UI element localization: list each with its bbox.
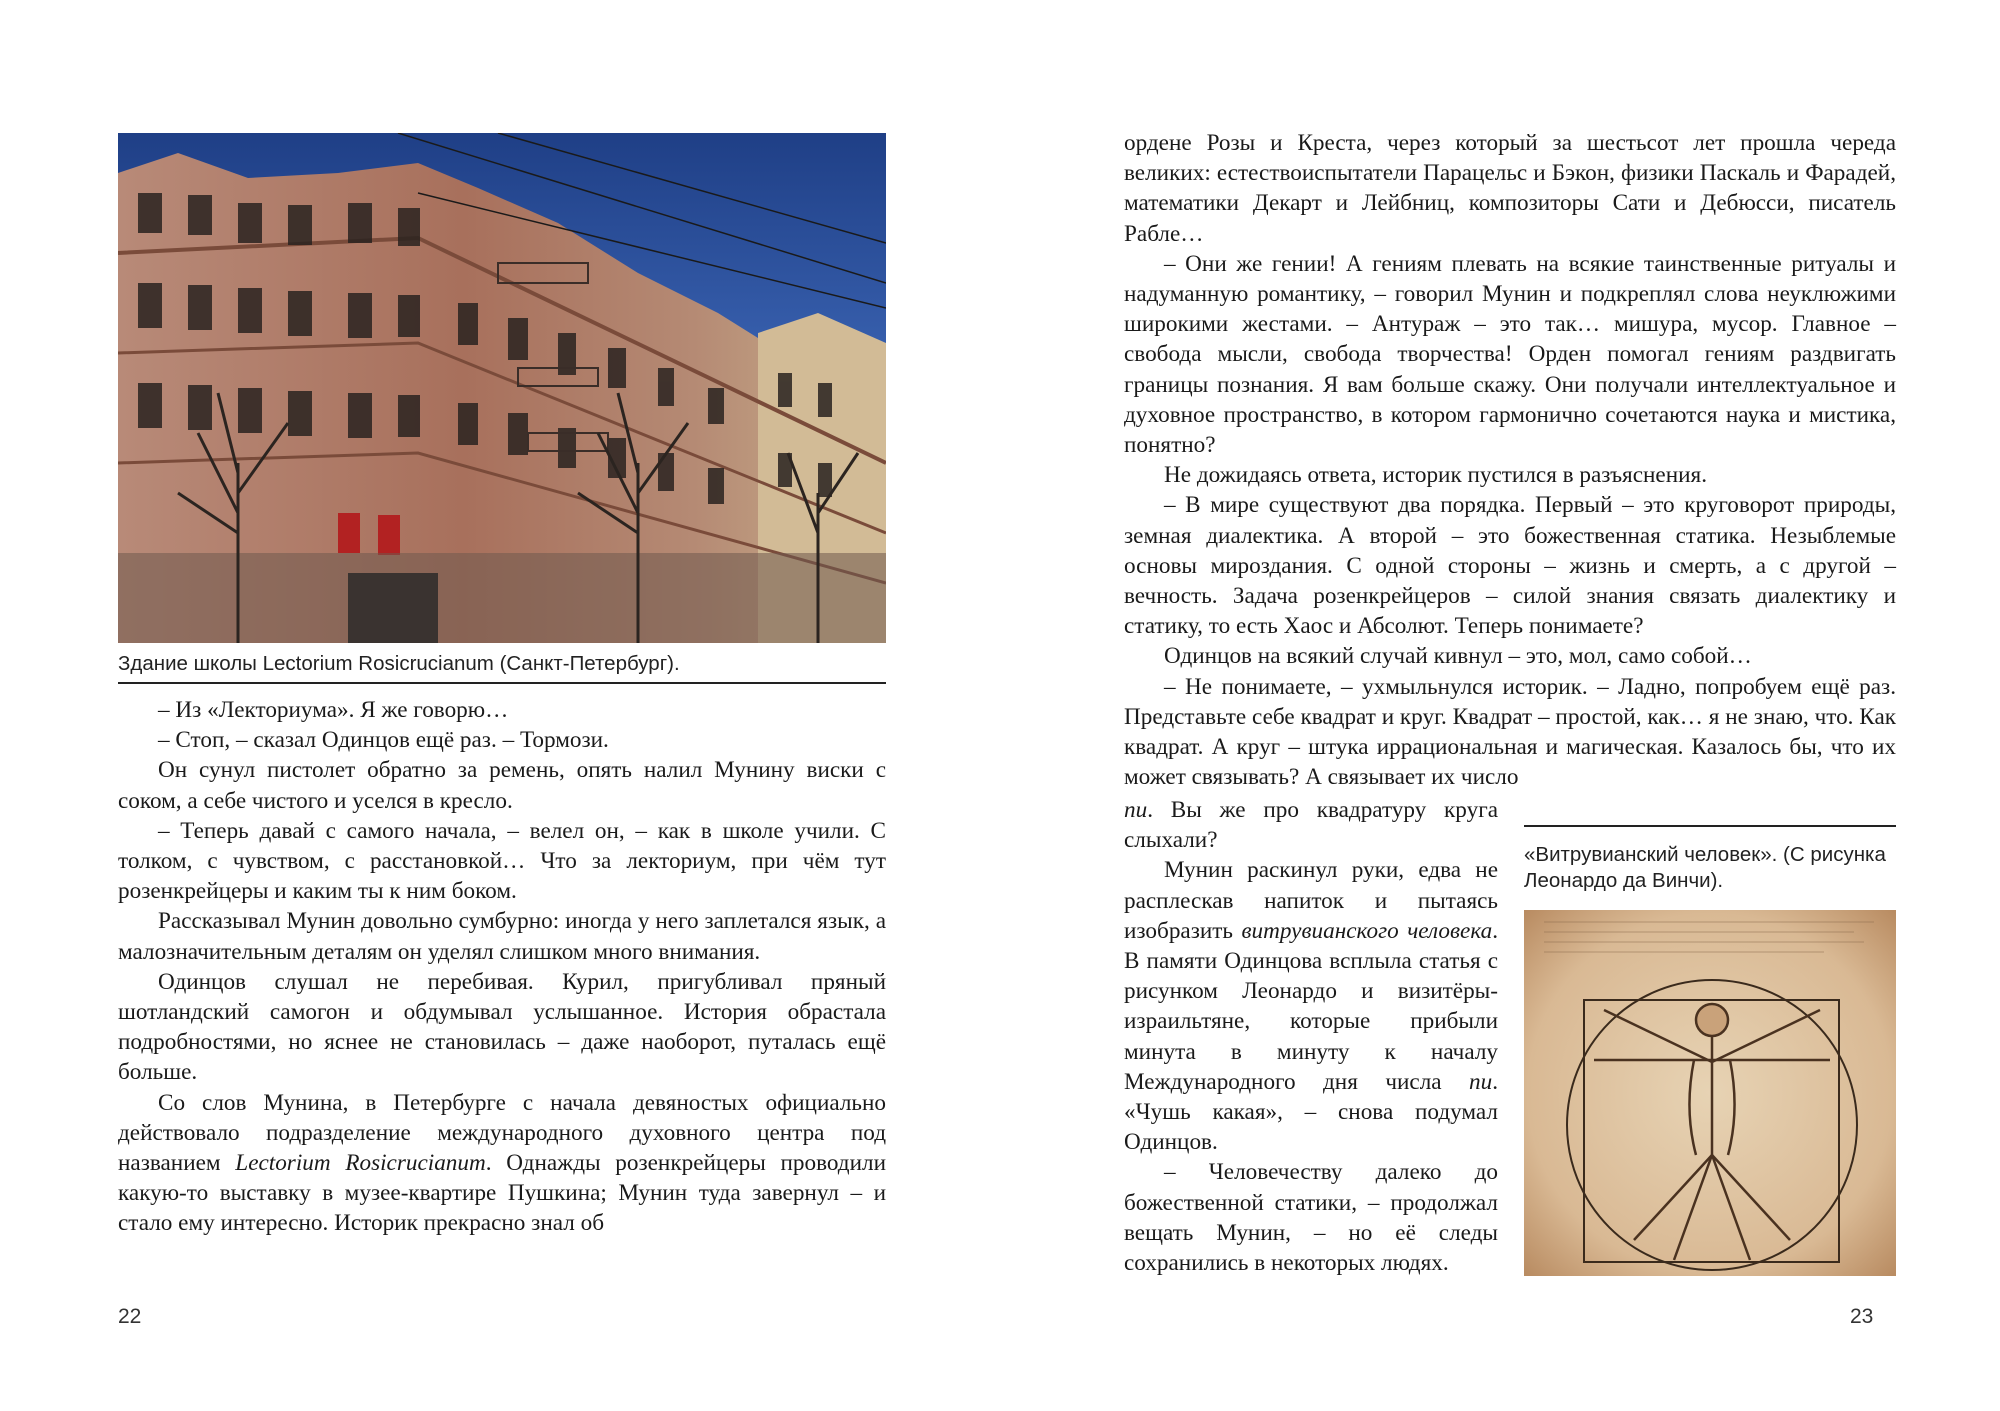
right-page bbox=[1000, 0, 2000, 1411]
page-number-left: 22 bbox=[118, 1305, 142, 1328]
vitruvian-man-image bbox=[1524, 910, 1896, 1276]
page-number-right: 23 bbox=[1850, 1305, 1874, 1328]
right-column-text bbox=[1124, 795, 1498, 1278]
paragraph: ордене Розы и Креста, через который за шестьсот лет прошла череда великих: естествоиспытатели Парацельс и Бэкон, физики Паскаль и Фарадей, математики Декарт и Лейбниц, композиторы Сати и Дебюсси, писатель Рабле… bbox=[1124, 130, 1896, 247]
paragraph: Он сунул пистолет обратно за ремень, опять налил Мунину виски с соком, а себе чистого и уселся в кресло. bbox=[118, 757, 886, 814]
paragraph: Не дожидаясь ответа, историк пустился в разъяснения. bbox=[1164, 462, 1707, 489]
paragraph: Одинцов на всякий случай кивнул – это, мол, само собой… bbox=[1164, 643, 1752, 670]
paragraph: – Человечеству далеко до божественной статики, – продолжал вещать Мунин, – но её следы сохранились в некоторых людях. bbox=[1124, 1159, 1498, 1277]
photo-caption: Здание школы Lectorium Rosicrucianum (Санкт-Петербург). bbox=[118, 652, 680, 675]
paragraph: пи. Вы же про квадратуру круга слыхали? bbox=[1124, 797, 1498, 854]
paragraph: Рассказывал Мунин довольно сумбурно: иногда у него заплетался язык, а малозначительным деталям он уделял слишком много внимания. bbox=[118, 908, 886, 965]
paragraph: Одинцов слушал не перебивая. Курил, пригубливал пряный шотландский самогон и обдумывал услышанное. История обрастала подробностями, но яснее не становилась – даже наоборот, путалась ещё больше. bbox=[118, 968, 886, 1086]
caption-divider bbox=[118, 682, 886, 684]
paragraph: Мунин раскинул руки, едва не расплескав напиток и пытаясь изобразить витрувианского человека. В памяти Одинцова всплыла статья с рисунком Леонардо и визитёры-израильтяне, которые прибыли минута в минуту к началу Международного дня числа пи. «Чушь какая», – снова подумал Одинцов. bbox=[1124, 857, 1498, 1156]
paragraph: – Теперь давай с самого начала, – велел он, – как в школе учили. С толком, с чувством, с расстановкой… Что за лекториум, при чём тут розенкрейцеры и каким ты к ним боком. bbox=[118, 817, 886, 905]
right-body-text bbox=[1124, 128, 1896, 792]
paragraph: – Из «Лекториума». Я же говорю… bbox=[158, 697, 509, 723]
caption-divider-right bbox=[1524, 825, 1896, 827]
paragraph: – Не понимаете, – ухмыльнулся историк. – Ладно, попробуем ещё раз. Представьте себе квадрат и круг. Квадрат – простой, как… я не знаю, что. Как квадрат. А круг – штука иррациональная и магическая. Казалось бы, что их может связывать? А связывает их число bbox=[1124, 673, 1896, 791]
left-body-text bbox=[118, 695, 886, 1239]
paragraph: – Стоп, – сказал Одинцов ещё раз. – Тормози. bbox=[158, 727, 609, 754]
paragraph: Со слов Мунина, в Петербурге с начала девяностых официально действовало подразделение международного духовного центра под названием Lectorium Rosicrucianum. Однажды розенкрейцеры проводили какую-то выставку в музее-квартире Пушкина; Мунин туда завернул – и стало ему интересно. Историк прекрасно знал об bbox=[118, 1089, 886, 1237]
paragraph: – В мире существуют два порядка. Первый – это круговорот природы, земная диалектика. А второй – это божественная статика. Незыблемые основы мироздания. С одной стороны – жизнь и смерть, а с другой – вечность. Задача розенкрейцеров – силой знания связать диалектику и статику, то есть Хаос и Абсолют. Теперь понимаете? bbox=[1124, 492, 1896, 640]
paragraph: – Они же гении! А гениям плевать на всякие таинственные ритуалы и надуманную романтику, – говорил Мунин и подкреплял слова неуклюжими широкими жестами. – Антураж – это так… мишура, мусор. Главное – свобода мысли, свобода творчества! Орден помогал гениям раздвигать границы познания. Я вам больше скажу. Они получали интеллектуальное и духовное пространство, в котором гармонично сочетаются наука и мистика, понятно? bbox=[1124, 250, 1896, 459]
building-photo bbox=[118, 133, 886, 643]
vitruvian-caption: «Витрувианский человек». (С рисунка Леонардо да Винчи). bbox=[1524, 843, 1886, 892]
